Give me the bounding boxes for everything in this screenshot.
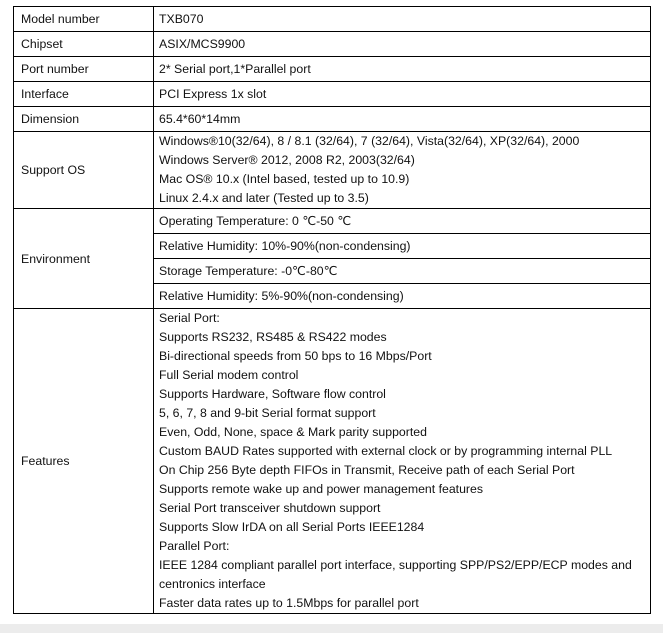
- feature-line: IEEE 1284 compliant parallel port interface, supporting SPP/PS2/EPP/ECP modes and: [159, 558, 632, 572]
- environment-line: Operating Temperature: 0 ℃-50 ℃: [154, 209, 651, 234]
- spec-row-environment: [14, 209, 651, 234]
- feature-line: Serial Port:: [159, 311, 220, 325]
- spec-row-model: [14, 7, 651, 32]
- spec-row-chipset: [14, 32, 651, 57]
- chipset-label: Chipset: [14, 32, 154, 57]
- spec-row-features: [14, 309, 651, 614]
- os-line: Linux 2.4.x and later (Tested up to 3.5): [159, 191, 369, 205]
- feature-line: Even, Odd, None, space & Mark parity supported: [159, 425, 427, 439]
- interface-value: PCI Express 1x slot: [154, 82, 651, 107]
- environment-line: Relative Humidity: 10%-90%(non-condensing): [154, 234, 651, 259]
- feature-line: Full Serial modem control: [159, 368, 299, 382]
- os-line: Windows Server® 2012, 2008 R2, 2003(32/64): [159, 153, 415, 167]
- spec-row-dimension: [14, 107, 651, 132]
- feature-line: 5, 6, 7, 8 and 9-bit Serial format support: [159, 406, 376, 420]
- feature-line: Faster data rates up to 1.5Mbps for parallel port: [159, 596, 419, 610]
- os-line: Mac OS® 10.x (Intel based, tested up to 10.9): [159, 172, 410, 186]
- spec-table: [13, 6, 651, 614]
- model-value: TXB070: [154, 7, 651, 32]
- feature-line: Supports RS232, RS485 & RS422 modes: [159, 330, 387, 344]
- spec-row-os: [14, 132, 651, 209]
- model-label: Model number: [14, 7, 154, 32]
- feature-line: Parallel Port:: [159, 539, 230, 553]
- os-line: Windows®10(32/64), 8 / 8.1 (32/64), 7 (32/64), Vista(32/64), XP(32/64), 2000: [159, 134, 580, 148]
- features-label: Features: [14, 309, 154, 614]
- feature-line: Supports Slow IrDA on all Serial Ports IEEE1284: [159, 520, 425, 534]
- feature-line: Supports remote wake up and power management features: [159, 482, 484, 496]
- feature-line: On Chip 256 Byte depth FIFOs in Transmit, Receive path of each Serial Port: [159, 463, 575, 477]
- environment-line: Relative Humidity: 5%-90%(non-condensing): [154, 284, 651, 309]
- feature-line: Bi-directional speeds from 50 bps to 16 Mbps/Port: [159, 349, 432, 363]
- features-value: [154, 309, 651, 614]
- environment-label: Environment: [14, 209, 154, 309]
- port-value: 2* Serial port,1*Parallel port: [154, 57, 651, 82]
- port-label: Port number: [14, 57, 154, 82]
- interface-label: Interface: [14, 82, 154, 107]
- dimension-label: Dimension: [14, 107, 154, 132]
- feature-line: Supports Hardware, Software flow control: [159, 387, 386, 401]
- bottom-stripe: [0, 624, 663, 633]
- chipset-value: ASIX/MCS9900: [154, 32, 651, 57]
- os-label: Support OS: [14, 132, 154, 209]
- feature-line: Custom BAUD Rates supported with external clock or by programming internal PLL: [159, 444, 613, 458]
- spec-row-interface: [14, 82, 651, 107]
- os-value: [154, 132, 651, 209]
- feature-line: centronics interface: [159, 577, 266, 591]
- environment-line: Storage Temperature: -0℃-80℃: [154, 259, 651, 284]
- spec-row-port: [14, 57, 651, 82]
- feature-line: Serial Port transceiver shutdown support: [159, 501, 381, 515]
- dimension-value: 65.4*60*14mm: [154, 107, 651, 132]
